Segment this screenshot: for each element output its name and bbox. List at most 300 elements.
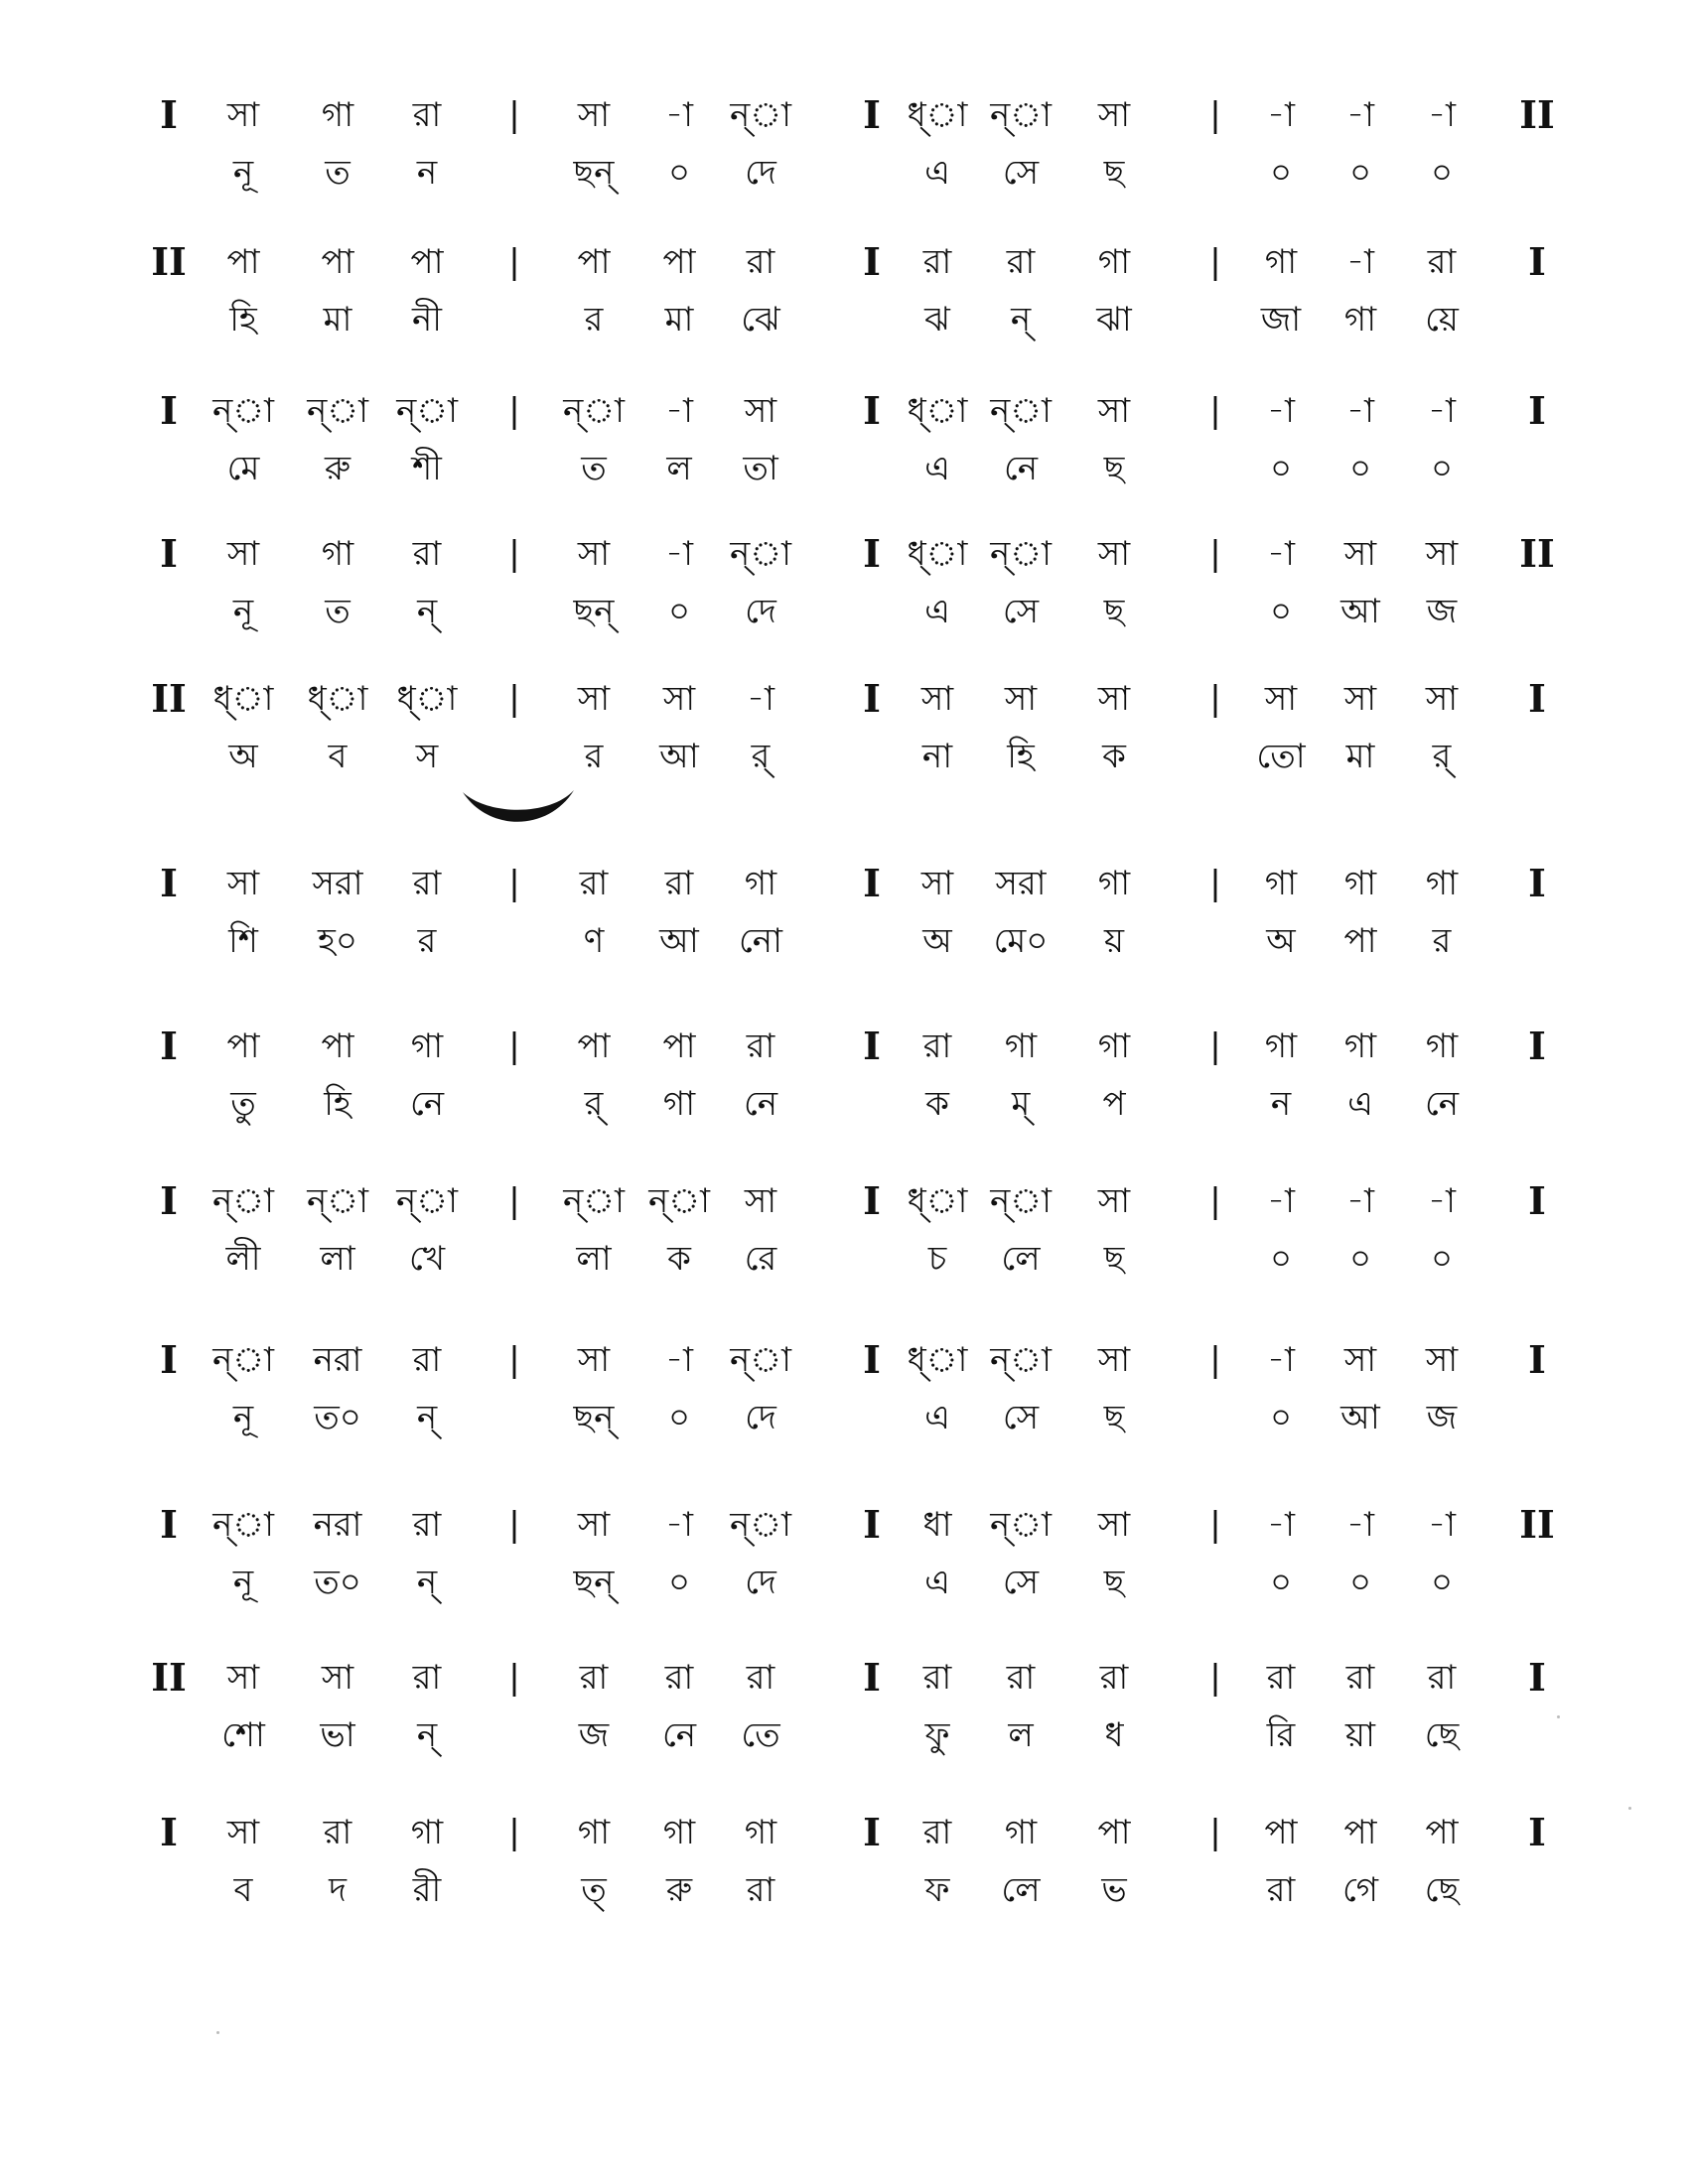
swara-note: ধ্া bbox=[907, 391, 968, 431]
lyric-syllable: ধ bbox=[1104, 1715, 1124, 1755]
swara-row bbox=[0, 856, 1688, 915]
swara-note: -া bbox=[1428, 1181, 1456, 1221]
end-barline: I bbox=[1528, 239, 1546, 284]
measure-barline: I bbox=[863, 1502, 881, 1547]
lyric-syllable: ত০ bbox=[314, 1398, 361, 1437]
swara-note: রা bbox=[1427, 1658, 1457, 1698]
notation-line bbox=[0, 1173, 1688, 1312]
swara-note: রা bbox=[412, 864, 442, 903]
lyric-syllable: ছ bbox=[1103, 1239, 1125, 1279]
swara-note: ন্া bbox=[307, 1181, 368, 1221]
swara-note: গা bbox=[1097, 242, 1131, 282]
swara-note: -া bbox=[1346, 1505, 1374, 1545]
swara-note: রা bbox=[922, 1658, 952, 1698]
swara-note: পা bbox=[410, 242, 444, 282]
measure-barline: I bbox=[863, 1337, 881, 1382]
lyric-row bbox=[0, 1231, 1688, 1291]
swara-note: ন্া bbox=[990, 1181, 1052, 1221]
lyric-syllable: নে bbox=[661, 1715, 697, 1755]
lyric-syllable: ছন্ bbox=[573, 1398, 615, 1437]
beat-separator: | bbox=[1209, 1658, 1221, 1698]
lyric-syllable: ০ bbox=[1269, 1563, 1293, 1602]
lyric-syllable: ন্ bbox=[416, 1563, 438, 1602]
lyric-syllable: তে bbox=[741, 1715, 780, 1755]
swara-note: গা bbox=[744, 864, 777, 903]
end-barline: I bbox=[1528, 1655, 1546, 1700]
lyric-syllable: রা bbox=[746, 1870, 775, 1910]
beat-separator: | bbox=[508, 679, 520, 719]
swara-row bbox=[0, 87, 1688, 147]
lyric-syllable: ঝা bbox=[1096, 300, 1132, 340]
beat-separator: | bbox=[1209, 1813, 1221, 1852]
lyric-syllable: য়া bbox=[1345, 1715, 1375, 1755]
swara-note: সা bbox=[744, 1181, 777, 1221]
swara-note: সা bbox=[226, 534, 260, 574]
lyric-syllable: মা bbox=[323, 300, 352, 340]
lyric-syllable: ছন্ bbox=[573, 1563, 615, 1602]
lyric-syllable: অ bbox=[1266, 921, 1296, 961]
start-barline: II bbox=[151, 1655, 187, 1700]
lyric-syllable: ত bbox=[325, 153, 351, 193]
beat-separator: | bbox=[508, 864, 520, 903]
swara-note: গা bbox=[577, 1813, 611, 1852]
swara-note: রা bbox=[412, 1658, 442, 1698]
lyric-syllable: রা bbox=[1266, 1870, 1296, 1910]
lyric-row bbox=[0, 913, 1688, 973]
lyric-syllable: অ bbox=[922, 921, 952, 961]
swara-note: গা bbox=[410, 1026, 444, 1066]
beat-separator: | bbox=[1209, 534, 1221, 574]
swara-note: রা bbox=[664, 864, 694, 903]
lyric-syllable: য় bbox=[1103, 921, 1125, 961]
lyric-syllable: ণ bbox=[583, 921, 605, 961]
swara-note: সা bbox=[226, 864, 260, 903]
lyric-syllable: ক bbox=[925, 1084, 949, 1124]
swara-note: গা bbox=[1004, 1813, 1038, 1852]
beat-separator: | bbox=[1209, 391, 1221, 431]
swara-note: -া bbox=[665, 1505, 693, 1545]
swara-note: ন্া bbox=[990, 391, 1052, 431]
beat-separator: | bbox=[508, 95, 520, 135]
lyric-syllable: ন্ bbox=[1010, 300, 1032, 340]
lyric-syllable: ন্ bbox=[416, 1715, 438, 1755]
swara-note: গা bbox=[662, 1813, 696, 1852]
swara-note: ন্া bbox=[212, 1181, 274, 1221]
start-barline: I bbox=[160, 92, 178, 137]
swara-note: -া bbox=[665, 95, 693, 135]
end-barline: I bbox=[1528, 1024, 1546, 1068]
swara-note: সা bbox=[577, 534, 611, 574]
swara-note: সা bbox=[1425, 534, 1459, 574]
swara-note: ধ্া bbox=[307, 679, 368, 719]
lyric-syllable: য়ে bbox=[1425, 300, 1459, 340]
lyric-syllable: হ০ bbox=[318, 921, 357, 961]
swara-note: পা bbox=[321, 242, 354, 282]
lyric-syllable: আ bbox=[1340, 592, 1380, 631]
swara-note: সা bbox=[1004, 679, 1038, 719]
lyric-syllable: নে bbox=[1424, 1084, 1460, 1124]
lyric-syllable: ০ bbox=[1348, 153, 1372, 193]
lyric-syllable: মে০ bbox=[993, 921, 1049, 961]
lyric-syllable: না bbox=[921, 737, 953, 776]
start-barline: II bbox=[151, 676, 187, 721]
lyric-syllable: ছে bbox=[1424, 1870, 1460, 1910]
lyric-syllable: নী bbox=[411, 300, 443, 340]
lyric-syllable: ছে bbox=[1424, 1715, 1460, 1755]
swara-note: -া bbox=[665, 391, 693, 431]
end-barline: I bbox=[1528, 1810, 1546, 1854]
swara-note: গা bbox=[1097, 1026, 1131, 1066]
swara-note: রা bbox=[746, 1026, 775, 1066]
lyric-syllable: ০ bbox=[1430, 1563, 1454, 1602]
swara-note: সা bbox=[226, 95, 260, 135]
lyric-syllable: দ bbox=[329, 1870, 347, 1910]
swara-note: পা bbox=[1264, 1813, 1298, 1852]
swara-note: রা bbox=[1006, 1658, 1036, 1698]
swara-note: পা bbox=[226, 1026, 260, 1066]
swara-note: ন্া bbox=[212, 1340, 274, 1380]
swara-note: সা bbox=[1425, 679, 1459, 719]
swara-note: পা bbox=[1097, 1813, 1131, 1852]
lyric-syllable: ছ bbox=[1103, 449, 1125, 488]
swara-note: সা bbox=[577, 1505, 611, 1545]
swara-note: সা bbox=[321, 1658, 354, 1698]
notation-line bbox=[0, 671, 1688, 810]
lyric-syllable: দে bbox=[745, 153, 776, 193]
measure-barline: I bbox=[863, 1024, 881, 1068]
swara-note: পা bbox=[321, 1026, 354, 1066]
swara-note: -া bbox=[1346, 1181, 1374, 1221]
beat-separator: | bbox=[1209, 679, 1221, 719]
swara-note: -া bbox=[1428, 1505, 1456, 1545]
lyric-syllable: র bbox=[584, 300, 604, 340]
swara-note: গা bbox=[1343, 864, 1377, 903]
lyric-syllable: ল bbox=[666, 449, 692, 488]
measure-barline: I bbox=[863, 861, 881, 905]
swara-note: ন্া bbox=[563, 1181, 625, 1221]
swara-note: সা bbox=[1343, 679, 1377, 719]
lyric-syllable: লী bbox=[225, 1239, 261, 1279]
lyric-syllable: ০ bbox=[667, 1398, 691, 1437]
lyric-syllable: জা bbox=[1260, 300, 1302, 340]
start-barline: I bbox=[160, 1502, 178, 1547]
lyric-syllable: জ bbox=[578, 1715, 610, 1755]
lyric-row bbox=[0, 1862, 1688, 1922]
lyric-syllable: নূ bbox=[232, 592, 254, 631]
lyric-syllable: ০ bbox=[1269, 592, 1293, 631]
swara-note: গা bbox=[1343, 1026, 1377, 1066]
lyric-syllable: লা bbox=[320, 1239, 355, 1279]
swara-note: -া bbox=[1428, 95, 1456, 135]
swara-row bbox=[0, 1497, 1688, 1557]
swara-note: ধ্া bbox=[212, 679, 274, 719]
end-barline: II bbox=[1519, 1502, 1555, 1547]
swara-note: ন্া bbox=[990, 534, 1052, 574]
lyric-syllable: ০ bbox=[1348, 1239, 1372, 1279]
lyric-row bbox=[0, 729, 1688, 788]
lyric-syllable: দে bbox=[745, 1398, 776, 1437]
measure-barline: I bbox=[863, 1655, 881, 1700]
swara-note: পা bbox=[226, 242, 260, 282]
lyric-syllable: ত bbox=[325, 592, 351, 631]
swara-note: রা bbox=[412, 95, 442, 135]
lyric-syllable: সে bbox=[1002, 153, 1040, 193]
swara-note: ন্া bbox=[212, 1505, 274, 1545]
swara-row bbox=[0, 1332, 1688, 1392]
swara-note: রা bbox=[323, 1813, 352, 1852]
end-barline: I bbox=[1528, 1178, 1546, 1223]
swara-note: ধ্া bbox=[396, 679, 458, 719]
lyric-syllable: ছ bbox=[1103, 153, 1125, 193]
swara-note: সা bbox=[577, 1340, 611, 1380]
swara-note: ন্া bbox=[730, 95, 791, 135]
swara-note: গা bbox=[1425, 864, 1459, 903]
swara-note: -া bbox=[1267, 1181, 1295, 1221]
notation-line bbox=[0, 526, 1688, 665]
beat-separator: | bbox=[1209, 1026, 1221, 1066]
lyric-syllable: গা bbox=[662, 1084, 696, 1124]
swara-note: রা bbox=[922, 1026, 952, 1066]
swara-note: ধ্া bbox=[907, 1181, 968, 1221]
swara-note: গা bbox=[1004, 1026, 1038, 1066]
beat-separator: | bbox=[1209, 95, 1221, 135]
lyric-syllable: র bbox=[1432, 921, 1452, 961]
lyric-syllable: স bbox=[415, 737, 439, 776]
beat-separator: | bbox=[508, 534, 520, 574]
swara-note: রা bbox=[746, 242, 775, 282]
swara-note: ন্া bbox=[396, 391, 458, 431]
slur-mark bbox=[459, 786, 578, 832]
swara-note: সা bbox=[1097, 391, 1131, 431]
swara-note: সা bbox=[1264, 679, 1298, 719]
swara-note: পা bbox=[577, 1026, 611, 1066]
lyric-syllable: সে bbox=[1002, 1563, 1040, 1602]
lyric-syllable: গা bbox=[1343, 300, 1377, 340]
lyric-syllable: ছ bbox=[1103, 1398, 1125, 1437]
swara-note: -া bbox=[1267, 95, 1295, 135]
lyric-syllable: হি bbox=[229, 300, 257, 340]
lyric-syllable: দে bbox=[745, 1563, 776, 1602]
swara-note: -া bbox=[1267, 1505, 1295, 1545]
swara-note: গা bbox=[1264, 1026, 1298, 1066]
measure-barline: I bbox=[863, 1178, 881, 1223]
lyric-syllable: লা bbox=[576, 1239, 612, 1279]
lyric-row bbox=[0, 1390, 1688, 1449]
lyric-syllable: র bbox=[417, 921, 437, 961]
lyric-syllable: খে bbox=[408, 1239, 446, 1279]
lyric-syllable: র্ bbox=[751, 737, 771, 776]
swara-note: সা bbox=[744, 391, 777, 431]
lyric-syllable: ঝে bbox=[741, 300, 780, 340]
swara-note: ন্া bbox=[730, 1505, 791, 1545]
lyric-syllable: প bbox=[1102, 1084, 1126, 1124]
swara-row bbox=[0, 234, 1688, 294]
lyric-syllable: মা bbox=[664, 300, 694, 340]
swara-note: সা bbox=[226, 1658, 260, 1698]
lyric-syllable: ফ bbox=[924, 1870, 950, 1910]
swara-note: -া bbox=[1346, 391, 1374, 431]
swara-note: ন্া bbox=[563, 391, 625, 431]
lyric-syllable: সে bbox=[1002, 592, 1040, 631]
beat-separator: | bbox=[508, 1181, 520, 1221]
lyric-syllable: মা bbox=[1345, 737, 1375, 776]
lyric-syllable: ক bbox=[667, 1239, 691, 1279]
lyric-syllable: ০ bbox=[1269, 1398, 1293, 1437]
beat-separator: | bbox=[508, 242, 520, 282]
swara-note: পা bbox=[1343, 1813, 1377, 1852]
lyric-syllable: জ bbox=[1426, 592, 1458, 631]
beat-separator: | bbox=[508, 391, 520, 431]
end-barline: II bbox=[1519, 92, 1555, 137]
beat-separator: | bbox=[508, 1026, 520, 1066]
scan-speck bbox=[216, 2031, 219, 2034]
swara-note: -া bbox=[1267, 1340, 1295, 1380]
lyric-syllable: শো bbox=[221, 1715, 265, 1755]
swara-note: রা bbox=[922, 1813, 952, 1852]
lyric-row bbox=[0, 292, 1688, 351]
lyric-syllable: শী bbox=[412, 449, 442, 488]
swara-note: -া bbox=[1346, 95, 1374, 135]
lyric-syllable: নূ bbox=[232, 1563, 254, 1602]
beat-separator: | bbox=[1209, 1181, 1221, 1221]
swara-note: রা bbox=[412, 534, 442, 574]
lyric-syllable: তা bbox=[743, 449, 778, 488]
swara-note: ন্া bbox=[730, 1340, 791, 1380]
swara-note: নরা bbox=[313, 1505, 362, 1545]
lyric-syllable: সে bbox=[1002, 1398, 1040, 1437]
lyric-syllable: মে bbox=[226, 449, 260, 488]
swara-note: সা bbox=[662, 679, 696, 719]
swara-note: পা bbox=[577, 242, 611, 282]
lyric-row bbox=[0, 1555, 1688, 1614]
lyric-syllable: তু bbox=[230, 1084, 256, 1124]
start-barline: I bbox=[160, 1178, 178, 1223]
swara-note: নরা bbox=[313, 1340, 362, 1380]
lyric-syllable: নে bbox=[743, 1084, 778, 1124]
lyric-syllable: পা bbox=[1343, 921, 1377, 961]
swara-note: রা bbox=[579, 1658, 609, 1698]
lyric-syllable: লে bbox=[1001, 1239, 1041, 1279]
lyric-syllable: নো bbox=[739, 921, 782, 961]
swara-note: রা bbox=[412, 1340, 442, 1380]
measure-barline: I bbox=[863, 1810, 881, 1854]
swara-note: ধ্া bbox=[907, 534, 968, 574]
lyric-syllable: রু bbox=[665, 1870, 693, 1910]
lyric-syllable: রী bbox=[412, 1870, 442, 1910]
swara-note: সা bbox=[1097, 679, 1131, 719]
lyric-syllable: ০ bbox=[667, 592, 691, 631]
swara-note: সা bbox=[577, 95, 611, 135]
lyric-syllable: আ bbox=[659, 737, 699, 776]
lyric-syllable: ল bbox=[1008, 1715, 1034, 1755]
lyric-syllable: ত bbox=[581, 449, 607, 488]
swara-note: -া bbox=[665, 1340, 693, 1380]
notation-line bbox=[0, 1332, 1688, 1471]
end-barline: II bbox=[1519, 531, 1555, 576]
measure-barline: I bbox=[863, 388, 881, 433]
lyric-syllable: ছন্ bbox=[573, 592, 615, 631]
swara-note: রা bbox=[579, 864, 609, 903]
lyric-syllable: ত০ bbox=[314, 1563, 361, 1602]
swara-note: পা bbox=[1425, 1813, 1459, 1852]
measure-barline: I bbox=[863, 239, 881, 284]
lyric-syllable: র্ bbox=[1432, 737, 1452, 776]
lyric-syllable: ফু bbox=[924, 1715, 950, 1755]
lyric-syllable: ত্ bbox=[581, 1870, 607, 1910]
lyric-syllable: শি bbox=[228, 921, 258, 961]
swara-note: ধ্া bbox=[907, 1340, 968, 1380]
swara-note: ন্া bbox=[990, 1505, 1052, 1545]
notation-line bbox=[0, 87, 1688, 226]
end-barline: I bbox=[1528, 388, 1546, 433]
swara-note: সা bbox=[1097, 1505, 1131, 1545]
start-barline: I bbox=[160, 861, 178, 905]
beat-separator: | bbox=[508, 1505, 520, 1545]
swara-note: ধ্া bbox=[907, 95, 968, 135]
swara-note: সা bbox=[1097, 534, 1131, 574]
swara-note: সা bbox=[920, 679, 954, 719]
lyric-syllable: ০ bbox=[667, 1563, 691, 1602]
end-barline: I bbox=[1528, 676, 1546, 721]
swara-row bbox=[0, 671, 1688, 731]
lyric-syllable: হি bbox=[324, 1084, 352, 1124]
swara-row bbox=[0, 526, 1688, 586]
notation-line bbox=[0, 234, 1688, 373]
lyric-syllable: ন bbox=[416, 153, 438, 193]
swara-note: গা bbox=[410, 1813, 444, 1852]
swara-note: সরা bbox=[312, 864, 363, 903]
swara-note: ন্া bbox=[396, 1181, 458, 1221]
lyric-syllable: হি bbox=[1007, 737, 1035, 776]
swara-note: -া bbox=[1267, 391, 1295, 431]
lyric-syllable: আ bbox=[1340, 1398, 1380, 1437]
swara-note: রা bbox=[1006, 242, 1036, 282]
lyric-syllable: ০ bbox=[1269, 449, 1293, 488]
lyric-syllable: ছ bbox=[1103, 592, 1125, 631]
swara-note: রা bbox=[746, 1658, 775, 1698]
lyric-syllable: তো bbox=[1256, 737, 1306, 776]
lyric-syllable: ন্ bbox=[416, 1398, 438, 1437]
end-barline: I bbox=[1528, 861, 1546, 905]
swara-note: -া bbox=[1267, 534, 1295, 574]
lyric-syllable: ০ bbox=[1430, 1239, 1454, 1279]
swara-row bbox=[0, 1173, 1688, 1233]
scan-speck bbox=[1628, 1807, 1631, 1810]
swara-note: গা bbox=[1264, 864, 1298, 903]
swara-note: পা bbox=[662, 1026, 696, 1066]
lyric-syllable: নে bbox=[409, 1084, 445, 1124]
lyric-syllable: চ bbox=[927, 1239, 947, 1279]
beat-separator: | bbox=[508, 1658, 520, 1698]
beat-separator: | bbox=[1209, 1505, 1221, 1545]
swara-note: সা bbox=[226, 1813, 260, 1852]
lyric-syllable: ০ bbox=[1348, 449, 1372, 488]
beat-separator: | bbox=[508, 1340, 520, 1380]
lyric-syllable: নূ bbox=[232, 1398, 254, 1437]
lyric-syllable: ছ bbox=[1103, 1563, 1125, 1602]
lyric-syllable: ০ bbox=[1269, 153, 1293, 193]
swara-note: ন্া bbox=[307, 391, 368, 431]
swara-note: ধা bbox=[922, 1505, 952, 1545]
swara-note: সা bbox=[1343, 1340, 1377, 1380]
measure-barline: I bbox=[863, 676, 881, 721]
lyric-syllable: ০ bbox=[667, 153, 691, 193]
lyric-row bbox=[0, 1707, 1688, 1767]
scan-speck bbox=[1557, 1715, 1560, 1718]
lyric-syllable: ন্ bbox=[416, 592, 438, 631]
lyric-syllable: ন bbox=[1270, 1084, 1292, 1124]
lyric-row bbox=[0, 145, 1688, 205]
